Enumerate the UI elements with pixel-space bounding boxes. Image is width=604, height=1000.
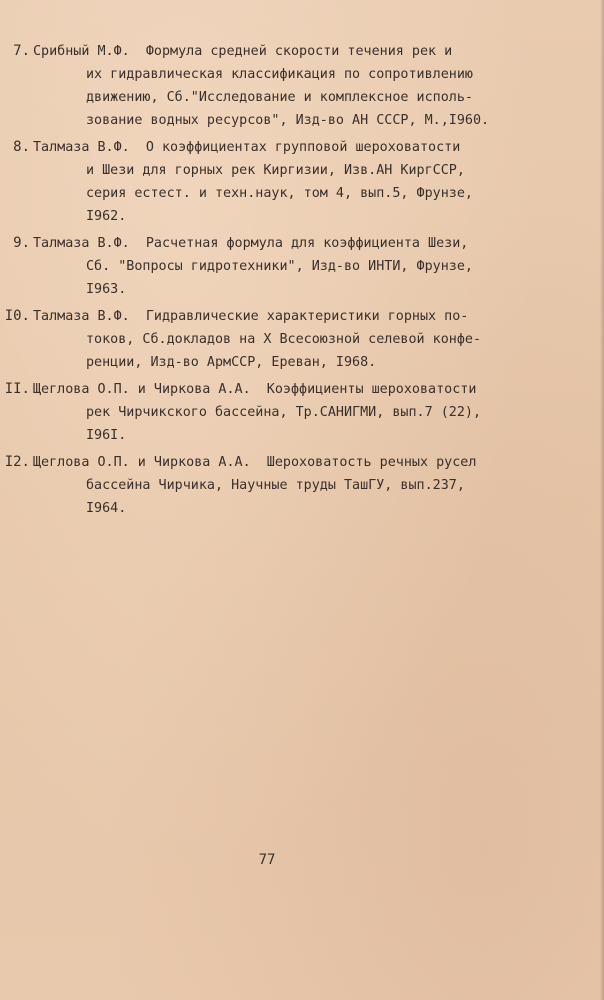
reference-line: движению, Сб."Исследование и комплексное исполь-	[86, 90, 473, 105]
reference-line: Сб. "Вопросы гидротехники", Изд-во ИНТИ, Фрунзе,	[86, 259, 473, 274]
reference-line: Щеглова О.П. и Чиркова А.А. Коэффициенты шероховатости	[33, 382, 477, 397]
page-number: 77	[258, 852, 276, 868]
reference-line: I962.	[86, 209, 127, 224]
reference-list	[0, 40, 600, 524]
reference-number: II.	[4, 381, 30, 397]
reference-line: Срибный М.Ф. Формула средней скорости течения рек и	[33, 44, 453, 59]
reference-line: серия естест. и техн.наук, том 4, вып.5, Фрунзе,	[86, 186, 473, 201]
reference-line: Талмаза В.Ф. Расчетная формула для коэффициента Шези,	[33, 236, 469, 251]
reference-item-8	[0, 136, 600, 228]
reference-item-7	[0, 40, 600, 132]
reference-number: I2.	[4, 454, 30, 470]
reference-item-11	[0, 378, 600, 447]
reference-line: и Шези для горных рек Киргизии, Изв.АН КиргССР,	[86, 163, 465, 178]
reference-number: I0.	[4, 308, 30, 324]
reference-line: токов, Сб.докладов на X Всесоюзной селевой конфе-	[86, 332, 482, 347]
reference-number: 7.	[13, 43, 30, 59]
reference-line: ренции, Изд-во АрмССР, Ереван, I968.	[86, 355, 377, 370]
page-edge-shadow	[600, 0, 604, 1000]
reference-line: Щеглова О.П. и Чиркова А.А. Шероховатость речных русел	[33, 455, 477, 470]
reference-line: I96I.	[86, 428, 127, 443]
reference-line: Талмаза В.Ф. О коэффициентах групповой шероховатости	[33, 140, 461, 155]
reference-line: их гидравлическая классификация по сопротивлению	[86, 67, 473, 82]
reference-line: Талмаза В.Ф. Гидравлические характеристики горных по-	[33, 309, 469, 324]
reference-line: бассейна Чирчика, Научные труды ТашГУ, вып.237,	[86, 478, 465, 493]
reference-line: I963.	[86, 282, 127, 297]
reference-line: I964.	[86, 501, 127, 516]
reference-item-10	[0, 305, 600, 374]
reference-number: 9.	[13, 235, 30, 251]
reference-line: зование водных ресурсов", Изд-во АН СССР, М.,I960.	[86, 113, 490, 128]
reference-number: 8.	[13, 139, 30, 155]
reference-item-12	[0, 451, 600, 520]
reference-item-9	[0, 232, 600, 301]
reference-line: рек Чирчикского бассейна, Тр.САНИГМИ, вып.7 (22),	[86, 405, 482, 420]
